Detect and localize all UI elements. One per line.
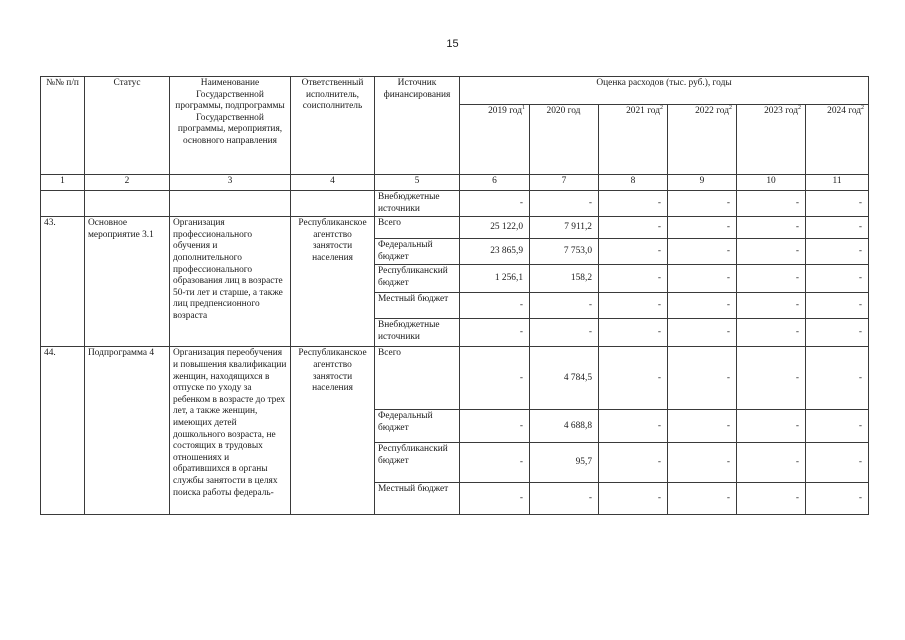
row-status: Основное мероприятие 3.1: [85, 217, 170, 347]
value-cell: 95,7: [530, 443, 599, 483]
value-cell: -: [806, 410, 869, 443]
value-cell: -: [599, 239, 668, 265]
source-label: Республиканский бюджет: [375, 443, 460, 483]
value-cell: -: [668, 483, 737, 515]
value-cell: 7 753,0: [530, 239, 599, 265]
table-row: [41, 217, 869, 239]
source-label: Республиканский бюджет: [375, 265, 460, 293]
column-number: 6: [460, 175, 530, 191]
row-number: 44.: [41, 347, 85, 515]
value-cell: 158,2: [530, 265, 599, 293]
header-name: Наименование Государственной программы, подпрограммы Государственной программы, мероприятия, основного направления: [170, 77, 291, 175]
source-label: Федеральный бюджет: [375, 239, 460, 265]
header-year: 2022 год$^2$: [668, 105, 737, 175]
value-cell: -: [599, 293, 668, 319]
value-cell: -: [737, 347, 806, 410]
column-number: 4: [291, 175, 375, 191]
column-number: 10: [737, 175, 806, 191]
empty-cell: [291, 191, 375, 217]
value-cell: -: [599, 483, 668, 515]
value-cell: -: [737, 191, 806, 217]
source-label: Внебюджетные источники: [375, 319, 460, 347]
value-cell: -: [806, 347, 869, 410]
value-cell: -: [668, 293, 737, 319]
value-cell: -: [668, 191, 737, 217]
header-row: [41, 77, 869, 105]
value-cell: -: [737, 265, 806, 293]
value-cell: -: [668, 217, 737, 239]
table-row: [41, 191, 869, 217]
row-name: Организация переобучения и повышения квалификации женщин, находящихся в отпуске по уходу за ребенком в возрасте до трех лет, а также женщин, имеющих детей дошкольного возраста, не состоящих в трудовых отношениях и обратившихся в органы службы занятости в целях поиска работы федераль-: [170, 347, 291, 515]
source-label: Всего: [375, 347, 460, 410]
value-cell: 4 784,5: [530, 347, 599, 410]
column-number-row: [41, 175, 869, 191]
header-num: №№ п/п: [41, 77, 85, 175]
value-cell: 1 256,1: [460, 265, 530, 293]
value-cell: -: [460, 347, 530, 410]
value-cell: -: [668, 347, 737, 410]
value-cell: -: [599, 265, 668, 293]
source-label: Местный бюджет: [375, 293, 460, 319]
value-cell: -: [530, 319, 599, 347]
row-executor: Республиканское агентство занятости населения: [291, 347, 375, 515]
column-number: 11: [806, 175, 869, 191]
value-cell: -: [599, 217, 668, 239]
source-label: Местный бюджет: [375, 483, 460, 515]
column-number: 8: [599, 175, 668, 191]
value-cell: -: [806, 239, 869, 265]
column-number: 1: [41, 175, 85, 191]
value-cell: -: [599, 191, 668, 217]
page-number: 15: [446, 38, 459, 50]
value-cell: -: [460, 443, 530, 483]
column-number: 5: [375, 175, 460, 191]
value-cell: -: [737, 239, 806, 265]
header-year: 2023 год$^2$: [737, 105, 806, 175]
value-cell: -: [460, 483, 530, 515]
row-number: 43.: [41, 217, 85, 347]
empty-cell: [85, 191, 170, 217]
budget-table: [40, 76, 869, 515]
value-cell: -: [460, 410, 530, 443]
value-cell: -: [599, 347, 668, 410]
value-cell: 4 688,8: [530, 410, 599, 443]
value-cell: -: [806, 217, 869, 239]
value-cell: -: [737, 217, 806, 239]
value-cell: -: [460, 293, 530, 319]
value-cell: -: [599, 443, 668, 483]
header-executor: Ответственный исполнитель, соисполнитель: [291, 77, 375, 175]
header-estimate: Оценка расходов (тыс. руб.), годы: [460, 77, 869, 105]
value-cell: -: [668, 265, 737, 293]
value-cell: -: [737, 483, 806, 515]
value-cell: -: [806, 293, 869, 319]
column-number: 9: [668, 175, 737, 191]
row-executor: Республиканское агентство занятости населения: [291, 217, 375, 347]
value-cell: -: [668, 443, 737, 483]
value-cell: 25 122,0: [460, 217, 530, 239]
row-status: Подпрограмма 4: [85, 347, 170, 515]
empty-cell: [170, 191, 291, 217]
column-number: 7: [530, 175, 599, 191]
value-cell: -: [530, 191, 599, 217]
value-cell: -: [530, 483, 599, 515]
value-cell: -: [668, 239, 737, 265]
source-label: Федеральный бюджет: [375, 410, 460, 443]
value-cell: -: [737, 443, 806, 483]
column-number: 2: [85, 175, 170, 191]
value-cell: -: [737, 293, 806, 319]
header-year: 2020 год: [530, 105, 599, 175]
column-number: 3: [170, 175, 291, 191]
value-cell: -: [806, 443, 869, 483]
value-cell: -: [737, 319, 806, 347]
value-cell: -: [668, 410, 737, 443]
header-source: Источник финансирования: [375, 77, 460, 175]
value-cell: 7 911,2: [530, 217, 599, 239]
value-cell: -: [737, 410, 806, 443]
value-cell: -: [806, 191, 869, 217]
value-cell: -: [599, 319, 668, 347]
value-cell: -: [530, 293, 599, 319]
header-year: 2024 год$^2$: [806, 105, 869, 175]
value-cell: -: [806, 265, 869, 293]
source-label: Всего: [375, 217, 460, 239]
value-cell: -: [668, 319, 737, 347]
row-name: Организация профессионального обучения и дополнительного профессионального образования лиц в возрасте 50-ти лет и старше, а также лиц предпенсионного возраста: [170, 217, 291, 347]
value-cell: 23 865,9: [460, 239, 530, 265]
value-cell: -: [806, 319, 869, 347]
empty-cell: [41, 191, 85, 217]
value-cell: -: [460, 191, 530, 217]
header-year: 2019 год$^1$: [460, 105, 530, 175]
header-status: Статус: [85, 77, 170, 175]
source-label: Внебюджетные источники: [375, 191, 460, 217]
header-year: 2021 год$^2$: [599, 105, 668, 175]
value-cell: -: [806, 483, 869, 515]
value-cell: -: [460, 319, 530, 347]
table-row: [41, 347, 869, 410]
value-cell: -: [599, 410, 668, 443]
